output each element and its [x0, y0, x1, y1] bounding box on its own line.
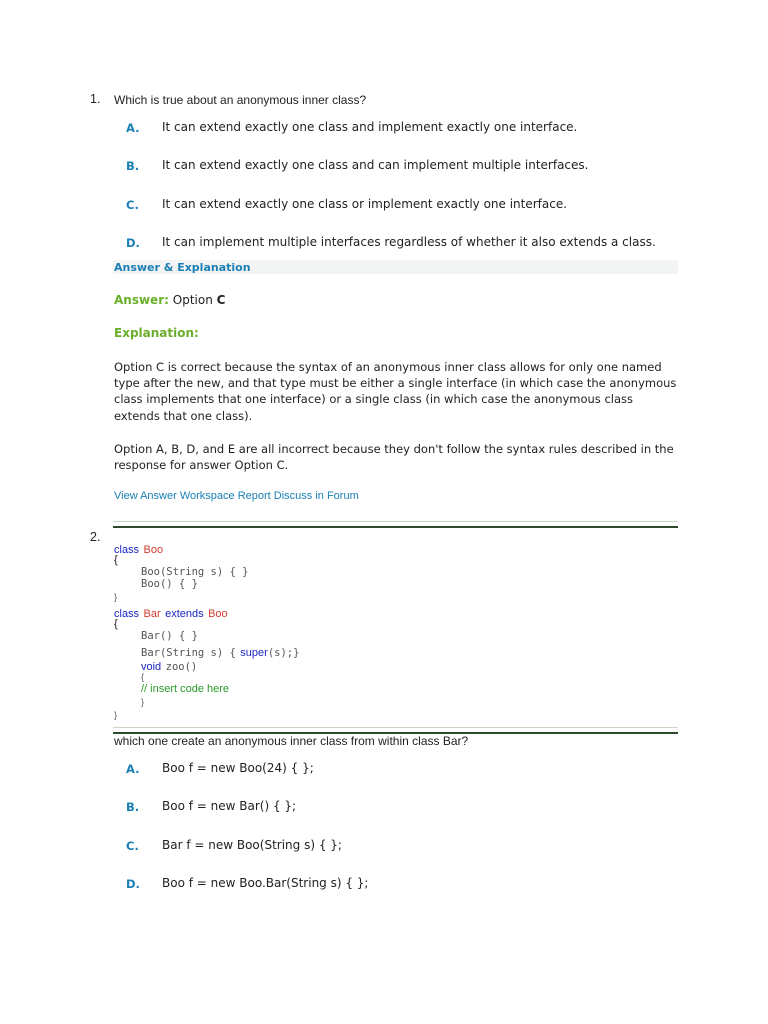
code-line: Boo() { } — [141, 578, 198, 590]
code-class-name: Bar — [143, 608, 161, 620]
code-keyword: super — [240, 647, 268, 659]
explanation-label: Explanation: — [114, 326, 199, 340]
question-text: which one create an anonymous inner class from within class Bar? — [114, 734, 469, 748]
option-text-d[interactable]: It can implement multiple interfaces regardless of whether it also extends a class. — [162, 235, 656, 249]
answer-label: Answer: — [114, 293, 169, 307]
answer-links[interactable]: View Answer Workspace Report Discuss in Forum — [114, 490, 359, 502]
option-letter-c[interactable]: C. — [126, 198, 139, 212]
code-line: Bar() { } — [141, 630, 198, 642]
divider-light — [113, 521, 678, 522]
code-text: zoo() — [165, 661, 198, 673]
option-letter-c[interactable]: C. — [126, 839, 139, 853]
option-text-c[interactable]: Bar f = new Boo(String s) { }; — [162, 838, 342, 852]
code-line: Boo(String s) { } — [141, 566, 249, 578]
code-keyword: class — [114, 608, 140, 620]
option-text-b[interactable]: It can extend exactly one class and can implement multiple interfaces. — [162, 158, 589, 172]
code-keyword: class — [114, 544, 140, 556]
answer-value: C — [216, 293, 226, 307]
question-number: 1. — [90, 92, 101, 106]
divider-light — [113, 727, 678, 728]
code-brace: { — [114, 554, 118, 566]
option-text-c[interactable]: It can extend exactly one class or implement exactly one interface. — [162, 197, 568, 211]
divider-top — [113, 526, 678, 528]
option-letter-d[interactable]: D. — [126, 236, 140, 250]
code-keyword: void — [141, 661, 162, 673]
code-line-class-bar — [114, 604, 228, 622]
option-text-d[interactable]: Boo f = new Boo.Bar(String s) { }; — [162, 876, 369, 890]
explanation-paragraph-2: Option A, B, D, and E are all incorrect because they don't follow the syntax rules described in the response for answer Option C. — [114, 442, 674, 473]
code-brace: } — [114, 592, 118, 603]
answer-prefix: Option — [172, 293, 213, 307]
code-text: (s);} — [267, 647, 300, 659]
code-class-name: Boo — [208, 608, 228, 620]
option-letter-b[interactable]: B. — [126, 800, 140, 814]
option-letter-a[interactable]: A. — [126, 121, 140, 135]
code-brace: { — [141, 672, 145, 683]
code-line-class-boo — [114, 540, 163, 558]
code-class-name: Boo — [143, 544, 164, 556]
answer-section-title[interactable]: Answer & Explanation — [114, 261, 251, 274]
code-brace: { — [114, 618, 118, 630]
code-text: Bar(String s) { — [141, 647, 236, 659]
code-brace: } — [141, 697, 145, 708]
question-number: 2. — [90, 530, 101, 544]
code-keyword: extends — [165, 608, 204, 620]
question-text: Which is true about an anonymous inner class? — [114, 93, 367, 107]
code-line-void-zoo — [141, 657, 197, 675]
option-letter-a[interactable]: A. — [126, 762, 140, 776]
code-comment: // insert code here — [141, 683, 230, 695]
option-text-b[interactable]: Boo f = new Bar() { }; — [162, 799, 297, 813]
option-text-a[interactable]: Boo f = new Boo(24) { }; — [162, 761, 314, 775]
option-text-a[interactable]: It can extend exactly one class and implement exactly one interface. — [162, 120, 578, 134]
option-letter-b[interactable]: B. — [126, 159, 140, 173]
explanation-paragraph-1: Option C is correct because the syntax of an anonymous inner class allows for only one named type after the new, and that type must be either a single interface (in which case the anonymous class implements that one interface) or a single class (in which case the anonymous class extends that one class). — [114, 360, 677, 423]
answer-line — [114, 293, 225, 307]
code-brace: } — [114, 710, 118, 721]
option-letter-d[interactable]: D. — [126, 877, 140, 891]
